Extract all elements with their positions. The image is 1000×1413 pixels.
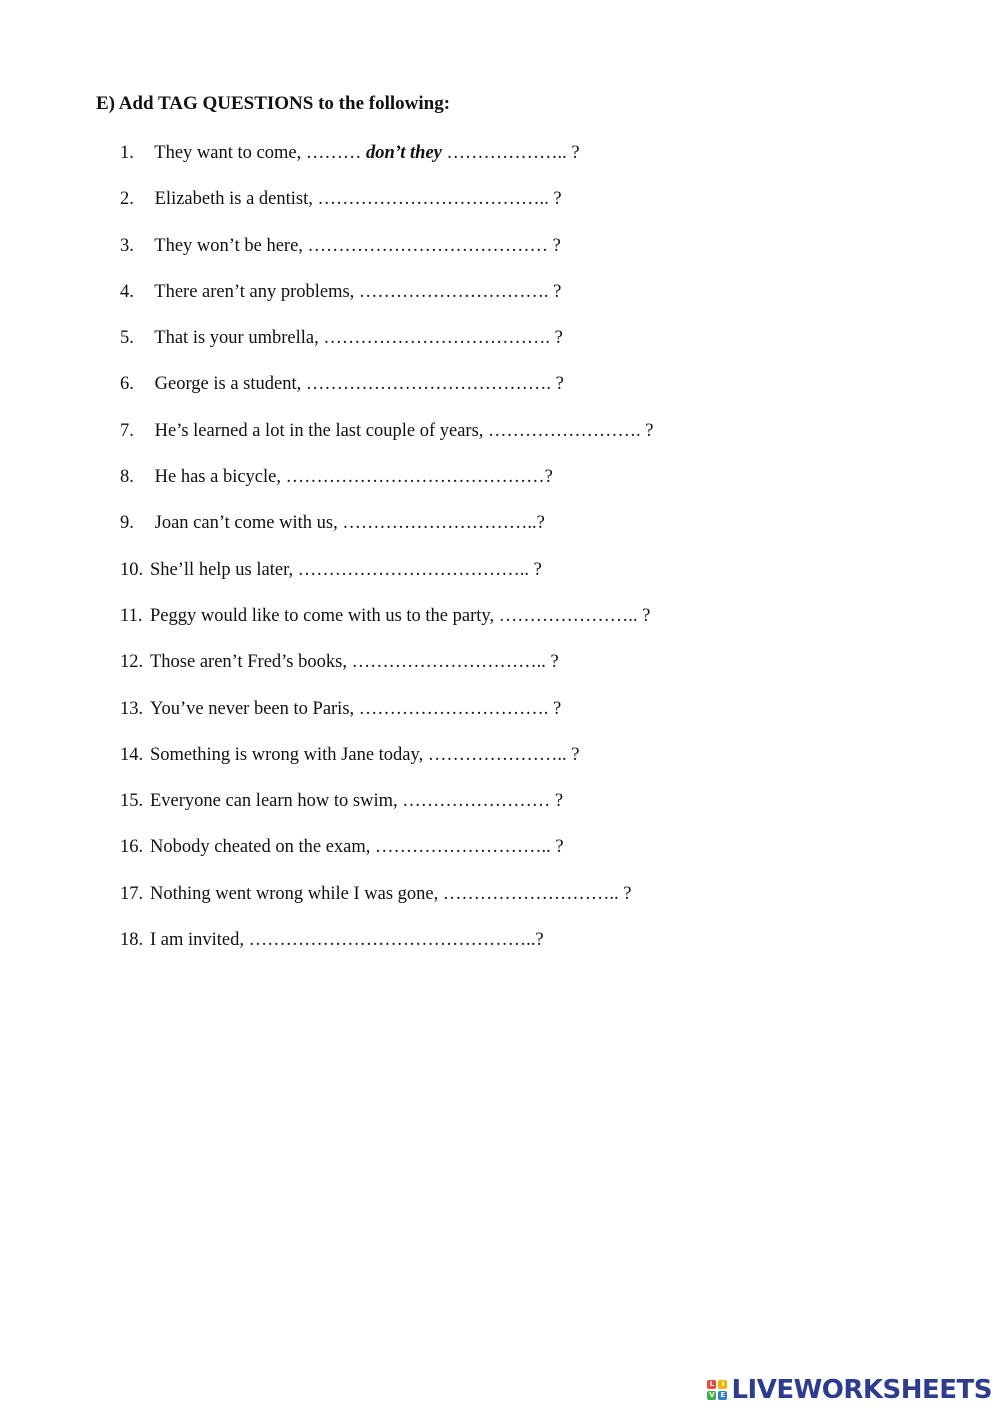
question-number: 11. bbox=[120, 605, 143, 626]
question-number: 3. bbox=[120, 235, 134, 256]
question-text: That is your umbrella, ………………………………. ? bbox=[154, 328, 563, 349]
question-text: There aren’t any problems, …………………………. ? bbox=[154, 281, 562, 302]
question-number: 12. bbox=[120, 652, 144, 673]
question-number: 13. bbox=[120, 698, 144, 719]
question-text: He’s learned a lot in the last couple of years, ……………………. ? bbox=[154, 420, 654, 441]
question-text: Everyone can learn how to swim, …………………… ? bbox=[150, 791, 564, 812]
question-item-7 bbox=[120, 418, 653, 464]
question-text: You’ve never been to Paris, …………………………. ? bbox=[150, 698, 562, 719]
question-item-6 bbox=[120, 371, 653, 417]
question-number: 9. bbox=[120, 513, 134, 534]
question-item-2 bbox=[120, 186, 653, 232]
question-item-8 bbox=[120, 464, 653, 510]
question-item-11 bbox=[120, 603, 653, 649]
question-item-9 bbox=[120, 510, 653, 556]
question-text: They want to come, ……… bbox=[154, 143, 366, 163]
logo-tile-v: V bbox=[709, 1391, 715, 1399]
logo-tile-e: E bbox=[718, 1391, 727, 1400]
question-text: She’ll help us later, ……………………………….. ? bbox=[150, 559, 542, 580]
question-number: 6. bbox=[120, 374, 134, 395]
question-number: 5. bbox=[120, 328, 134, 349]
question-list bbox=[120, 140, 653, 973]
question-number: 2. bbox=[120, 189, 134, 210]
question-text: Nobody cheated on the exam, ……………………….. ? bbox=[150, 837, 564, 858]
question-item-4 bbox=[120, 279, 653, 325]
answer-blank: ……………….. ? bbox=[441, 143, 580, 163]
question-item-16 bbox=[120, 834, 653, 880]
question-item-14 bbox=[120, 742, 653, 788]
liveworksheets-logo bbox=[707, 1375, 992, 1405]
question-number: 1. bbox=[120, 143, 134, 163]
question-text: Something is wrong with Jane today, ………………….. ? bbox=[150, 744, 580, 765]
question-number: 7. bbox=[120, 420, 134, 441]
question-item-5 bbox=[120, 325, 653, 371]
question-item-13 bbox=[120, 696, 653, 742]
question-text: Nothing went wrong while I was gone, ……………………….. ? bbox=[150, 883, 632, 904]
question-item-15 bbox=[120, 788, 653, 834]
question-text: Those aren’t Fred’s books, ………………………….. ? bbox=[150, 652, 559, 673]
question-text: Elizabeth is a dentist, ……………………………….. ? bbox=[154, 189, 562, 210]
question-text: Joan can’t come with us, …………………………..? bbox=[154, 513, 545, 534]
logo-tile-l: L bbox=[707, 1380, 716, 1389]
exercise-heading: E) Add TAG QUESTIONS to the following: bbox=[96, 93, 451, 114]
question-number: 15. bbox=[120, 791, 144, 812]
question-item-10 bbox=[120, 557, 653, 603]
logo-text: LIVEWORKSHEETS bbox=[731, 1375, 992, 1405]
question-number: 18. bbox=[120, 930, 144, 951]
question-number: 17. bbox=[120, 883, 144, 904]
question-number: 16. bbox=[120, 837, 144, 858]
question-text: Peggy would like to come with us to the party, ………………….. ? bbox=[150, 605, 651, 626]
question-number: 8. bbox=[120, 467, 134, 488]
question-item-17 bbox=[120, 881, 653, 927]
question-item-12 bbox=[120, 649, 653, 695]
question-text: George is a student, …………………………………. ? bbox=[154, 374, 564, 395]
question-text: He has a bicycle, ……………………………………? bbox=[154, 467, 553, 488]
question-number: 4. bbox=[120, 281, 134, 302]
question-item-3 bbox=[120, 233, 653, 279]
example-answer: don’t they bbox=[365, 143, 442, 163]
question-text: I am invited, ………………………………………..? bbox=[150, 930, 544, 951]
question-number: 10. bbox=[120, 559, 144, 580]
logo-icon bbox=[707, 1380, 727, 1400]
question-item-18 bbox=[120, 927, 653, 973]
question-number: 14. bbox=[120, 744, 144, 765]
question-item-1 bbox=[120, 140, 653, 186]
logo-tile-i: I bbox=[718, 1380, 727, 1389]
question-text: They won’t be here, ………………………………… ? bbox=[154, 235, 561, 256]
